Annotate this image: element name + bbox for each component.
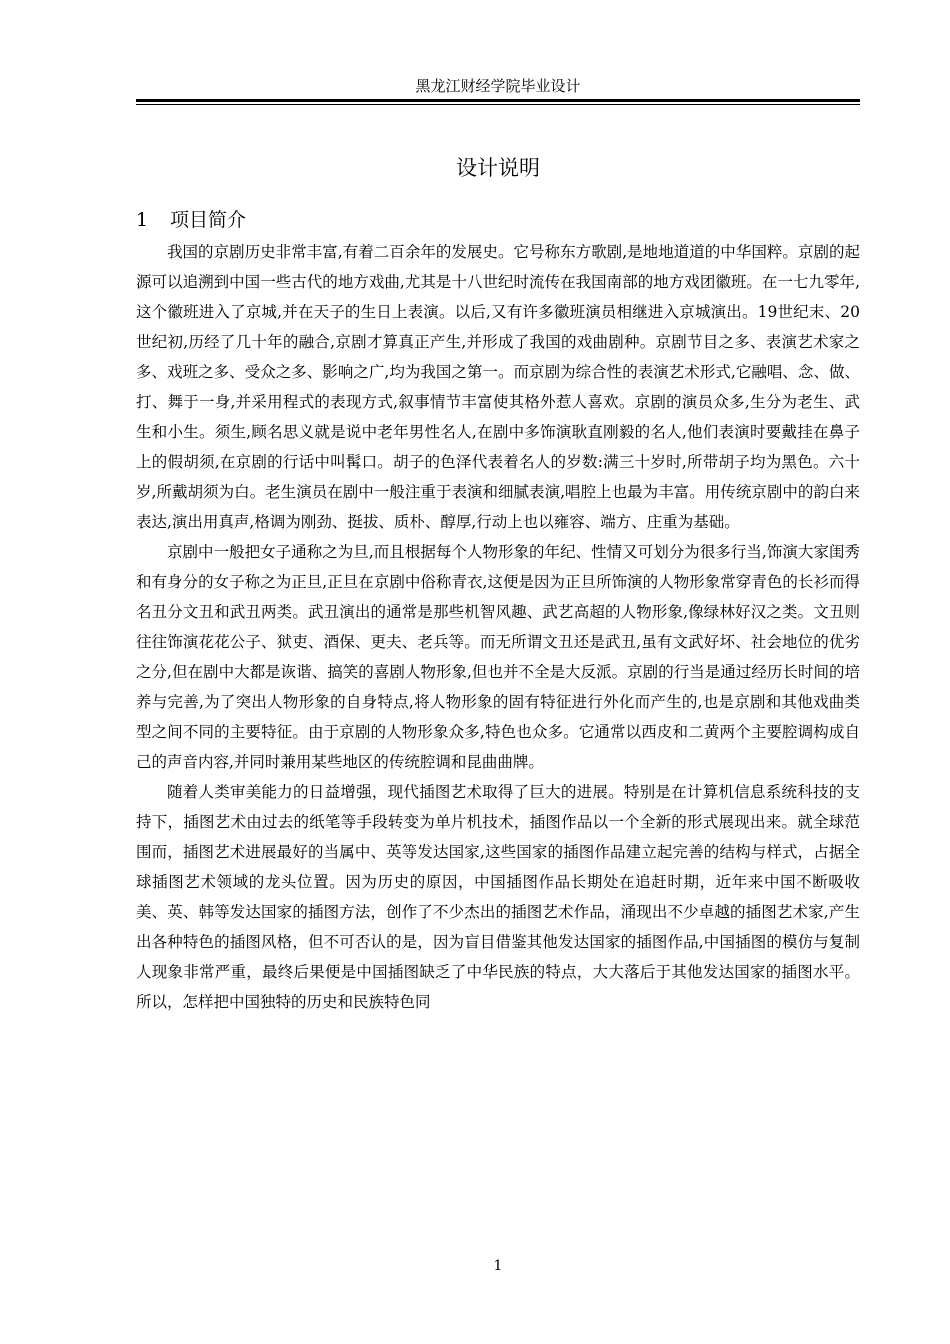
document-title: 设计说明 — [456, 156, 540, 180]
header-rule-thick — [136, 99, 860, 102]
body-text — [136, 237, 860, 1017]
page-header: 黑龙江财经学院毕业设计 — [415, 77, 581, 95]
section-heading — [136, 205, 860, 235]
page-number: 1 — [493, 1258, 503, 1274]
section-number: 1 — [136, 209, 149, 231]
paragraph-1: 我国的京剧历史非常丰富,有着二百余年的发展史。它号称东方歌剧,是地地道道的中华国粹。京剧的起源可以追溯到中国一些古代的地方戏曲,尤其是十八世纪时流传在我国南部的地方戏团徽班。在一七九零年,这个徽班进入了京城,并在天子的生日上表演。以后,又有许多徽班演员相继进入京城演出。19世纪末、20世纪初,历经了几十年的融合,京剧才算真正产生,并形成了我国的戏曲剧种。京剧节目之多、表演艺术家之多、戏班之多、受众之多、影响之广,均为我国之第一。而京剧为综合性的表演艺术形式,它融唱、念、做、打、舞于一身,并采用程式的表现方式,叙事情节丰富使其格外惹人喜欢。京剧的演员众多,生分为老生、武生和小生。须生,顾名思义就是说中老年男性名人,在剧中多饰演耿直刚毅的名人,他们表演时要戴挂在鼻子上的假胡须,在京剧的行话中叫髯口。胡子的色泽代表着名人的岁数:满三十岁时,所带胡子均为黑色。六十岁,所戴胡须为白。老生演员在剧中一般注重于表演和细腻表演,唱腔上也最为丰富。用传统京剧中的韵白来表达,演出用真声,格调为刚劲、挺拔、质朴、醇厚,行动上也以雍容、端方、庄重为基础。 — [136, 243, 860, 531]
header-rule-thin — [136, 104, 860, 105]
section-label: 项目简介 — [170, 209, 247, 231]
paragraph-3: 随着人类审美能力的日益增强，现代插图艺术取得了巨大的进展。特别是在计算机信息系统科技的支持下，插图艺术由过去的纸笔等手段转变为单片机技术，插图作品以一个全新的形式展现出来。就全球范围而，插图艺术进展最好的当属中、英等发达国家,这些国家的插图作品建立起完善的结构与样式，占据全球插图艺术领域的龙头位置。因为历史的原因，中国插图作品长期处在追赶时期，近年来中国不断吸收美、英、韩等发达国家的插图方法，创作了不少杰出的插图艺术作品，涌现出不少卓越的插图艺术家,产生出各种特色的插图风格，但不可否认的是，因为盲目借鉴其他发达国家的插图作品,中国插图的模仿与复制人现象非常严重，最终后果便是中国插图缺乏了中华民族的特点，大大落后于其他发达国家的插图水平。所以，怎样把中国独特的历史和民族特色同 — [136, 783, 860, 1011]
paragraph-2: 京剧中一般把女子通称之为旦,而且根据每个人物形象的年纪、性情又可划分为很多行当,饰演大家闺秀和有身分的女子称之为正旦,正旦在京剧中俗称青衣,这便是因为正旦所饰演的人物形象常穿青色的长衫而得名丑分文丑和武丑两类。武丑演出的通常是那些机智风趣、武艺高超的人物形象,像绿林好汉之类。文丑则往往饰演花花公子、狱吏、酒保、更夫、老兵等。而无所谓文丑还是武丑,虽有文武好坏、社会地位的优劣之分,但在剧中大都是诙谐、搞笑的喜剧人物形象,但也并不全是大反派。京剧的行当是通过经历长时间的培养与完善,为了突出人物形象的自身特点,将人物形象的固有特征进行外化而产生的,也是京剧和其他戏曲类型之间不同的主要特征。由于京剧的人物形象众多,特色也众多。它通常以西皮和二黄两个主要腔调构成自己的声音内容,并同时兼用某些地区的传统腔调和昆曲曲牌。 — [136, 543, 860, 771]
